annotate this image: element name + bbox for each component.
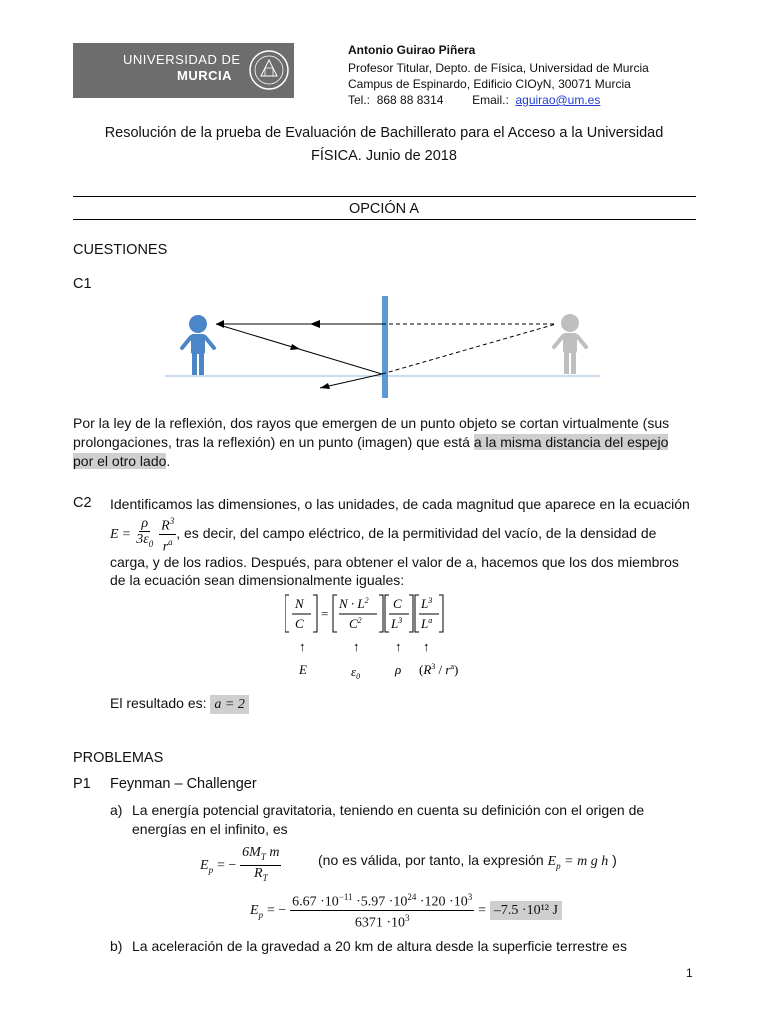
p1a-line1: La energía potencial gravitatoria, teniendo en cuenta su definición con el origen de [132, 802, 645, 818]
arrow-icon [320, 383, 330, 389]
potential-calculation: $E_p$ = − $\frac{6.67 \cdot 10^{-11} \cdot 5.97 \cdot 10^{24} \cdot 120 \cdot 10^3}{6371 \cdot 10^3}$ = –7.5 ·10¹² J [250, 890, 562, 930]
page-subtitle: FÍSICA. Junio de 2018 [311, 148, 457, 164]
author-contact: Tel.: 868 88 8314 Email.: aguirao@um.es [348, 93, 601, 107]
svg-text:ε0: $\varepsilon_0$ [351, 664, 361, 681]
author-address: Campus de Espinardo, Edificio CIOyN, 30071 Murcia [348, 77, 631, 91]
mirror-diagram [160, 292, 610, 402]
result-value: a = 2 [210, 695, 248, 714]
bottom-rule [73, 219, 696, 220]
c2-label: C2 [73, 495, 92, 511]
p1-label: P1 [73, 776, 91, 792]
c2-line3: carga, y de los radios. Después, para obtener el valor de a, hacemos que los dos miembros [110, 554, 679, 570]
potential-result: –7.5 ·10¹² J [490, 901, 562, 920]
svg-text:↑: ↑ [299, 639, 306, 654]
svg-text:ρ: ρ [395, 662, 402, 677]
c2-line4: de la ecuación sean dimensionalmente iguales: [110, 572, 405, 588]
email-link[interactable]: aguirao@um.es [515, 93, 601, 107]
virtual-image-icon [554, 314, 586, 374]
cuestiones-heading: CUESTIONES [73, 242, 168, 258]
page-title: Resolución de la prueba de Evaluación de Bachillerato para el Acceso a la Universidad [104, 125, 664, 141]
svg-text:↑: ↑ [353, 639, 360, 654]
svg-text:E: E [299, 662, 307, 677]
page-number: 1 [686, 966, 693, 980]
svg-text:L3: $L^3$ [421, 596, 433, 611]
option-heading: OPCIÓN A [348, 201, 420, 217]
svg-text:C: C [295, 616, 304, 631]
c1-label: C1 [73, 276, 92, 292]
svg-text:N: N [295, 596, 304, 611]
top-rule [73, 196, 696, 197]
p1a-note: (no es válida, por tanto, la expresión $E_p = m$ g h ) [318, 852, 617, 871]
university-logo [73, 43, 294, 98]
logo-text-1: UNIVERSIDAD DE [123, 52, 241, 67]
svg-text:↑: ↑ [423, 639, 430, 654]
p1b-line1: La aceleración de la gravedad a 20 km de altura desde la superficie terrestre es [132, 938, 627, 954]
svg-text:La: $L^a$ [421, 616, 433, 631]
svg-text:N · L2: $N \cdot L^2$ [339, 596, 369, 611]
person-icon [182, 315, 214, 375]
c2-line2: E = $\frac{\rho}{3\varepsilon_0}$ $\frac{R^3}{r^a}$ , es decir, del campo eléctrico, de la permitividad del vacío, de la densidad de [110, 516, 657, 555]
arrow-icon [290, 344, 300, 350]
arrow-icon [216, 320, 224, 328]
c2-line1: Identificamos las dimensiones, o las unidades, de cada magnitud que aparece en la ecuación [110, 496, 690, 512]
arrow-icon [310, 320, 320, 328]
p1a-label: a) [110, 802, 123, 818]
svg-text:=: = [321, 606, 329, 621]
author-name: Antonio Guirao Piñera [348, 43, 476, 57]
svg-text:C2: $C^2$ [349, 616, 362, 631]
svg-text:C: C [393, 596, 402, 611]
phone-number: 868 88 8314 [376, 93, 444, 107]
university-seal-icon [248, 48, 290, 92]
dimensional-equation [285, 592, 485, 684]
c2-result: El resultado es: a = 2 [110, 695, 249, 713]
p1-title: Feynman – Challenger [110, 776, 257, 792]
author-affiliation: Profesor Titular, Depto. de Física, Universidad de Murcia [348, 61, 649, 75]
svg-text:(R3 / ra): $(R^3 / r^a)$ [419, 662, 459, 677]
c1-text: Por la ley de la reflexión, dos rayos que emergen de un punto objeto se cortan virtualmente (sus prolongaciones, tras la reflexión) en un punto (imagen) que está a la misma distancia del espejo por el otro lado. [73, 415, 670, 469]
mirror-icon [382, 296, 388, 398]
potential-formula: $E_p$ = − $\frac{6M_T m}{R_T}$ [200, 845, 280, 883]
p1b-label: b) [110, 938, 123, 954]
svg-text:L3: $L^3$ [391, 616, 403, 631]
logo-text-2: MURCIA [177, 68, 232, 83]
svg-text:↑: ↑ [395, 639, 402, 654]
p1a-line2: energías en el infinito, es [132, 821, 288, 837]
problemas-heading: PROBLEMAS [73, 750, 164, 766]
